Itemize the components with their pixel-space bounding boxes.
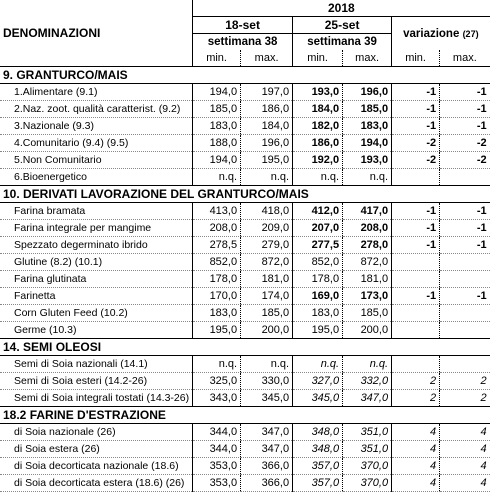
section-title: 9. GRANTURCO/MAIS bbox=[0, 67, 490, 84]
var-min-value bbox=[392, 305, 440, 322]
prev-min-value: 170,0 bbox=[193, 288, 241, 305]
var-max-value: -1 bbox=[440, 101, 490, 118]
row-label: Farina bramata bbox=[0, 203, 193, 220]
var-max-value: 2 bbox=[440, 390, 490, 407]
row-label: di Soia estera (26) bbox=[0, 441, 193, 458]
week1-header: settimana 38 bbox=[193, 34, 293, 51]
row-label: Corn Gluten Feed (10.2) bbox=[0, 305, 193, 322]
curr-min-value: 169,0 bbox=[293, 288, 343, 305]
var-min-value: -1 bbox=[392, 84, 440, 101]
section-title: 10. DERIVATI LAVORAZIONE DEL GRANTURCO/MAIS bbox=[0, 186, 490, 203]
variazione-note: (27) bbox=[462, 28, 479, 39]
var-max-value: -2 bbox=[440, 152, 490, 169]
var-max-value: 4 bbox=[440, 441, 490, 458]
prev-max-value: 347,0 bbox=[241, 441, 293, 458]
section-row bbox=[0, 67, 490, 84]
min-header: min. bbox=[392, 50, 440, 67]
var-min-value: -1 bbox=[392, 203, 440, 220]
prev-min-value: 343,0 bbox=[193, 390, 241, 407]
curr-min-value: 184,0 bbox=[293, 101, 343, 118]
var-min-value: -2 bbox=[392, 135, 440, 152]
curr-min-value: 345,0 bbox=[293, 390, 343, 407]
var-max-value bbox=[440, 356, 490, 373]
row-label: 5.Non Comunitario bbox=[0, 152, 193, 169]
row-label: 1.Alimentare (9.1) bbox=[0, 84, 193, 101]
table-row bbox=[0, 288, 490, 305]
var-max-value: -1 bbox=[440, 237, 490, 254]
curr-max-value: 208,0 bbox=[343, 220, 392, 237]
var-max-value: -1 bbox=[440, 203, 490, 220]
curr-max-value: 181,0 bbox=[343, 271, 392, 288]
prev-min-value: 325,0 bbox=[193, 373, 241, 390]
table-row bbox=[0, 101, 490, 118]
curr-max-value: 370,0 bbox=[343, 458, 392, 475]
curr-min-value: n.q. bbox=[293, 356, 343, 373]
section-row bbox=[0, 186, 490, 203]
curr-min-value: 183,0 bbox=[293, 305, 343, 322]
curr-max-value: 183,0 bbox=[343, 118, 392, 135]
prev-max-value: 200,0 bbox=[241, 322, 293, 339]
curr-min-value: 195,0 bbox=[293, 322, 343, 339]
section-title: 14. SEMI OLEOSI bbox=[0, 339, 490, 356]
prev-min-value: 183,0 bbox=[193, 305, 241, 322]
prev-max-value: 366,0 bbox=[241, 458, 293, 475]
curr-max-value: 193,0 bbox=[343, 152, 392, 169]
section-title: 18.2 FARINE D'ESTRAZIONE bbox=[0, 407, 490, 424]
var-min-value: 4 bbox=[392, 424, 440, 441]
denominazioni-header: DENOMINAZIONI bbox=[3, 26, 101, 41]
min-header: min. bbox=[293, 50, 343, 67]
var-min-value bbox=[392, 271, 440, 288]
prev-min-value: 194,0 bbox=[193, 152, 241, 169]
max-header: max. bbox=[440, 50, 490, 67]
max-header: max. bbox=[241, 50, 293, 67]
curr-min-value: 852,0 bbox=[293, 254, 343, 271]
table-row bbox=[0, 254, 490, 271]
var-min-value bbox=[392, 169, 440, 186]
prev-max-value: 195,0 bbox=[241, 152, 293, 169]
row-label: 4.Comunitario (9.4) (9.5) bbox=[0, 135, 193, 152]
curr-min-value: 412,0 bbox=[293, 203, 343, 220]
prev-max-value: 330,0 bbox=[241, 373, 293, 390]
table-row bbox=[0, 84, 490, 101]
var-max-value: 4 bbox=[440, 458, 490, 475]
curr-max-value: 351,0 bbox=[343, 424, 392, 441]
row-label: di Soia decorticata nazionale (18.6) bbox=[0, 458, 193, 475]
max-header: max. bbox=[343, 50, 392, 67]
table-row bbox=[0, 118, 490, 135]
prev-max-value: 185,0 bbox=[241, 305, 293, 322]
table-row bbox=[0, 237, 490, 254]
table-row bbox=[0, 356, 490, 373]
var-max-value bbox=[440, 322, 490, 339]
table-row bbox=[0, 305, 490, 322]
curr-min-value: 357,0 bbox=[293, 458, 343, 475]
prev-max-value: 345,0 bbox=[241, 390, 293, 407]
prev-max-value: 174,0 bbox=[241, 288, 293, 305]
var-min-value: 2 bbox=[392, 390, 440, 407]
var-min-value: -1 bbox=[392, 118, 440, 135]
prev-min-value: 188,0 bbox=[193, 135, 241, 152]
row-label: Farina glutinata bbox=[0, 271, 193, 288]
min-header: min. bbox=[193, 50, 241, 67]
var-min-value: 4 bbox=[392, 441, 440, 458]
curr-max-value: 196,0 bbox=[343, 84, 392, 101]
var-max-value bbox=[440, 169, 490, 186]
curr-min-value: 348,0 bbox=[293, 441, 343, 458]
row-label: di Soia decorticata estera (18.6) (26) bbox=[0, 475, 193, 492]
var-min-value bbox=[392, 322, 440, 339]
prev-max-value: 181,0 bbox=[241, 271, 293, 288]
curr-max-value: 185,0 bbox=[343, 305, 392, 322]
prev-min-value: 195,0 bbox=[193, 322, 241, 339]
table-row bbox=[0, 390, 490, 407]
var-min-value bbox=[392, 356, 440, 373]
curr-min-value: 357,0 bbox=[293, 475, 343, 492]
table-row bbox=[0, 169, 490, 186]
table-row bbox=[0, 135, 490, 152]
var-min-value: -1 bbox=[392, 237, 440, 254]
var-max-value: 4 bbox=[440, 475, 490, 492]
var-max-value: 4 bbox=[440, 424, 490, 441]
curr-max-value: 173,0 bbox=[343, 288, 392, 305]
table-row bbox=[0, 441, 490, 458]
table-row bbox=[0, 322, 490, 339]
var-max-value bbox=[440, 254, 490, 271]
variazione-header bbox=[392, 17, 490, 51]
var-min-value: -1 bbox=[392, 101, 440, 118]
row-label: di Soia nazionale (26) bbox=[0, 424, 193, 441]
table-row bbox=[0, 373, 490, 390]
prev-max-value: n.q. bbox=[241, 356, 293, 373]
table-row bbox=[0, 152, 490, 169]
var-max-value: -1 bbox=[440, 288, 490, 305]
prev-max-value: 366,0 bbox=[241, 475, 293, 492]
prev-max-value: 347,0 bbox=[241, 424, 293, 441]
var-max-value: -1 bbox=[440, 84, 490, 101]
var-max-value bbox=[440, 271, 490, 288]
week2-header: settimana 39 bbox=[293, 34, 392, 51]
prev-min-value: 183,0 bbox=[193, 118, 241, 135]
row-label: Germe (10.3) bbox=[0, 322, 193, 339]
date1-header: 18-set bbox=[193, 17, 293, 34]
row-label: Glutine (8.2) (10.1) bbox=[0, 254, 193, 271]
curr-max-value: 351,0 bbox=[343, 441, 392, 458]
var-max-value: -1 bbox=[440, 118, 490, 135]
prev-max-value: 418,0 bbox=[241, 203, 293, 220]
row-label: Semi di Soia nazionali (14.1) bbox=[0, 356, 193, 373]
row-label: Semi di Soia integrali tostati (14.3-26) bbox=[0, 390, 193, 407]
var-min-value: -2 bbox=[392, 152, 440, 169]
table-row bbox=[0, 424, 490, 441]
curr-min-value: 193,0 bbox=[293, 84, 343, 101]
prev-min-value: 852,0 bbox=[193, 254, 241, 271]
prev-min-value: 344,0 bbox=[193, 441, 241, 458]
var-min-value bbox=[392, 254, 440, 271]
row-label: 6.Bioenergetico bbox=[0, 169, 193, 186]
curr-min-value: 186,0 bbox=[293, 135, 343, 152]
variazione-label: variazione bbox=[403, 27, 460, 40]
curr-min-value: 327,0 bbox=[293, 373, 343, 390]
prev-min-value: 208,0 bbox=[193, 220, 241, 237]
curr-min-value: 207,0 bbox=[293, 220, 343, 237]
var-min-value: -1 bbox=[392, 220, 440, 237]
prev-min-value: n.q. bbox=[193, 169, 241, 186]
row-label: 2.Naz. zoot. qualità caratterist. (9.2) bbox=[0, 101, 193, 118]
date2-header: 25-set bbox=[293, 17, 392, 34]
prev-max-value: 872,0 bbox=[241, 254, 293, 271]
prev-min-value: 353,0 bbox=[193, 475, 241, 492]
curr-max-value: 370,0 bbox=[343, 475, 392, 492]
curr-max-value: 278,0 bbox=[343, 237, 392, 254]
section-row bbox=[0, 339, 490, 356]
prev-max-value: 279,0 bbox=[241, 237, 293, 254]
curr-max-value: 347,0 bbox=[343, 390, 392, 407]
table-row bbox=[0, 220, 490, 237]
var-min-value: -1 bbox=[392, 288, 440, 305]
curr-max-value: 200,0 bbox=[343, 322, 392, 339]
var-max-value: -2 bbox=[440, 135, 490, 152]
prev-min-value: 344,0 bbox=[193, 424, 241, 441]
prev-min-value: 194,0 bbox=[193, 84, 241, 101]
table-row bbox=[0, 475, 490, 492]
year-header: 2018 bbox=[193, 0, 490, 17]
var-max-value: 2 bbox=[440, 373, 490, 390]
var-min-value: 4 bbox=[392, 475, 440, 492]
curr-max-value: n.q. bbox=[343, 169, 392, 186]
prev-min-value: 278,5 bbox=[193, 237, 241, 254]
curr-max-value: 872,0 bbox=[343, 254, 392, 271]
curr-max-value: n.q. bbox=[343, 356, 392, 373]
var-max-value bbox=[440, 305, 490, 322]
prev-min-value: 185,0 bbox=[193, 101, 241, 118]
table-row bbox=[0, 458, 490, 475]
row-label: Farina integrale per mangime bbox=[0, 220, 193, 237]
var-min-value: 4 bbox=[392, 458, 440, 475]
prev-max-value: 196,0 bbox=[241, 135, 293, 152]
prev-max-value: 197,0 bbox=[241, 84, 293, 101]
var-min-value: 2 bbox=[392, 373, 440, 390]
prev-max-value: n.q. bbox=[241, 169, 293, 186]
curr-min-value: 182,0 bbox=[293, 118, 343, 135]
curr-max-value: 185,0 bbox=[343, 101, 392, 118]
section-row bbox=[0, 407, 490, 424]
curr-max-value: 417,0 bbox=[343, 203, 392, 220]
prev-min-value: 353,0 bbox=[193, 458, 241, 475]
var-max-value: -1 bbox=[440, 220, 490, 237]
prev-max-value: 184,0 bbox=[241, 118, 293, 135]
prev-min-value: 178,0 bbox=[193, 271, 241, 288]
row-label: Spezzato degerminato ibrido bbox=[0, 237, 193, 254]
prev-max-value: 186,0 bbox=[241, 101, 293, 118]
curr-min-value: 178,0 bbox=[293, 271, 343, 288]
curr-min-value: n.q. bbox=[293, 169, 343, 186]
prev-max-value: 209,0 bbox=[241, 220, 293, 237]
row-label: Semi di Soia esteri (14.2-26) bbox=[0, 373, 193, 390]
table-row bbox=[0, 271, 490, 288]
curr-min-value: 348,0 bbox=[293, 424, 343, 441]
table-row bbox=[0, 203, 490, 220]
curr-min-value: 192,0 bbox=[293, 152, 343, 169]
curr-min-value: 277,5 bbox=[293, 237, 343, 254]
row-label: 3.Nazionale (9.3) bbox=[0, 118, 193, 135]
curr-max-value: 332,0 bbox=[343, 373, 392, 390]
curr-max-value: 194,0 bbox=[343, 135, 392, 152]
prev-min-value: n.q. bbox=[193, 356, 241, 373]
row-label: Farinetta bbox=[0, 288, 193, 305]
prev-min-value: 413,0 bbox=[193, 203, 241, 220]
